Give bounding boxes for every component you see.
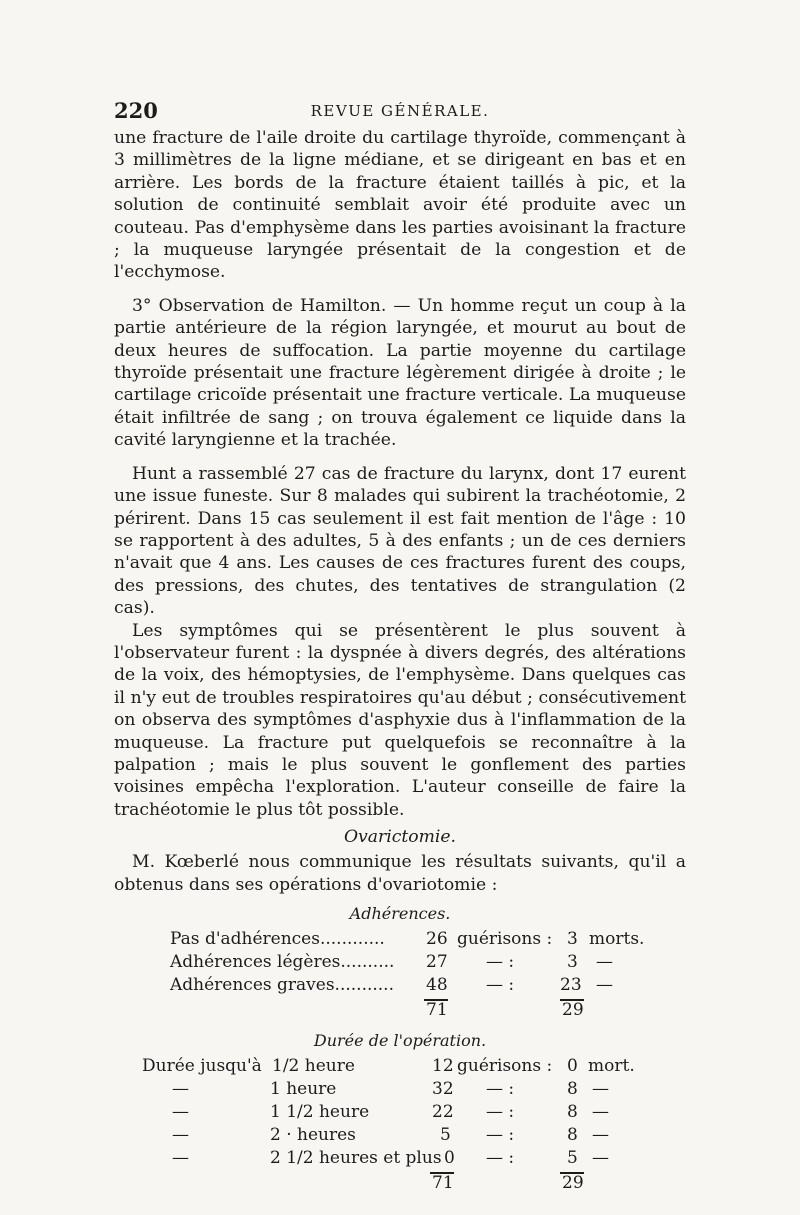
paragraph-hamilton-observation: 3° Observation de Hamilton. — Un homme reçut un coup à la partie antérieure de la région laryngée, et mourut au bout de deux heures de suffocation. La partie moyenne du cartilage thyroïde présentait une fracture légèrement dirigée à droite ; le cartilage cricoïde présentait une fracture verticale. La muqueuse était infiltrée de sang ; on trouva également ce liquide dans la cavité laryngienne et la trachée. (114, 295, 686, 451)
total-morts: 29 (562, 1000, 584, 1020)
section-title: Ovarictomie. (343, 827, 457, 848)
paragraph-symptomes: Les symptômes qui se présentèrent le plus souvent à l'observateur furent : la dyspnée à divers degrés, des altérations de la voix, des hémoptysies, de l'emphysème. Dans quelques cas il n'y eut de troubles respiratoires qu'au début ; consécutivement on observa des symptômes d'asphyxie dus à l'inflammation de la muqueuse. La fracture put quelquefois se reconnaître à la palpation ; mais le plus souvent le gonflement des parties voisines empêcha l'exploration. L'auteur conseille de faire la trachéotomie le plus tôt possible. (114, 620, 686, 820)
table-row (114, 974, 686, 997)
table-adherences (114, 928, 686, 1023)
row-prefix: — (172, 1079, 189, 1099)
gueris-count: 27 (426, 952, 448, 972)
row-prefix: — (172, 1125, 189, 1145)
gueris-count: 48 (426, 975, 448, 995)
row-duration: 2 1/2 heures et plus (270, 1148, 442, 1168)
row-prefix: Durée jusqu'à (142, 1056, 262, 1076)
morts-label: — (592, 1079, 609, 1099)
gueris-count: 22 (432, 1102, 454, 1122)
row-duration: 1/2 heure (272, 1056, 355, 1076)
table-adherences-title: Adhérences. (349, 904, 451, 923)
gueris-count: 0 (444, 1148, 455, 1168)
table-duree-title: Durée de l'opération. (313, 1031, 487, 1050)
row-duration: 1 heure (270, 1079, 337, 1099)
paragraph-hunt: Hunt a rassemblé 27 cas de fracture du larynx, dont 17 eurent une issue funeste. Sur 8 malades qui subirent la trachéotomie, 2 périrent. Dans 15 cas seulement il est fait mention de l'âge : 10 se rapportent à des adultes, 5 à des enfants ; un de ces derniers n'avait que 4 ans. Les causes de ces fractures furent des coups, des pressions, des chutes, des tentatives de strangulation (2 cas). (114, 463, 686, 619)
table-row (114, 1124, 686, 1147)
morts-label: mort. (588, 1056, 635, 1076)
table-duree (114, 1055, 686, 1196)
row-label: Adhérences légères.......... (170, 952, 395, 972)
row-label: Pas d'adhérences............ (170, 929, 385, 949)
table-row (114, 1078, 686, 1101)
gueris-count: 5 (440, 1125, 451, 1145)
gueris-count: 12 (432, 1056, 454, 1076)
gueris-label: — : (486, 1125, 515, 1145)
row-label: Adhérences graves........... (170, 975, 394, 995)
row-prefix: — (172, 1148, 189, 1168)
gueris-label: — : (486, 1079, 515, 1099)
paragraph-1: une fracture de l'aile droite du cartilage thyroïde, commençant à 3 millimètres de la ligne médiane, et se dirigeant en bas et en arrière. Les bords de la fracture étaient taillés à pic, et la solution de continuité semblait avoir été produite avec un couteau. Pas d'emphysème dans les parties avoisinant la fracture ; la muqueuse laryngée présentait de la congestion et de l'ecchymose. (114, 128, 686, 283)
morts-count: 0 (567, 1056, 578, 1076)
morts-count: 3 (567, 929, 578, 949)
table-totals (114, 997, 686, 1023)
row-duration: 2 · heures (270, 1125, 356, 1145)
gueris-label: — : (486, 952, 515, 972)
morts-label: — (596, 975, 613, 995)
morts-label: — (596, 952, 613, 972)
total-gueris: 71 (426, 1000, 448, 1020)
table-row (114, 1055, 686, 1078)
row-prefix: — (172, 1102, 189, 1122)
gueris-label: guérisons : (457, 929, 553, 949)
gueris-count: 26 (426, 929, 448, 949)
gueris-label: — : (486, 975, 515, 995)
table-row (114, 1147, 686, 1170)
morts-count: 5 (567, 1148, 578, 1168)
page-number: 220 (114, 98, 158, 123)
gueris-label: guérisons : (457, 1056, 553, 1076)
morts-count: 23 (560, 975, 582, 995)
morts-count: 8 (567, 1102, 578, 1122)
morts-count: 3 (567, 952, 578, 972)
morts-label: morts. (589, 929, 645, 949)
morts-count: 8 (567, 1079, 578, 1099)
morts-label: — (592, 1102, 609, 1122)
table-totals (114, 1170, 686, 1196)
total-gueris: 71 (432, 1173, 454, 1193)
gueris-label: — : (486, 1148, 515, 1168)
table-row (114, 1101, 686, 1124)
morts-label: — (592, 1125, 609, 1145)
section-intro: M. Kœberlé nous communique les résultats suivants, qu'il a obtenus dans ses opérations d'ovariotomie : (114, 852, 686, 895)
page-body (114, 127, 686, 1196)
table-row (114, 951, 686, 974)
running-title: REVUE GÉNÉRALE. (310, 102, 490, 120)
running-header (114, 98, 686, 128)
total-morts: 29 (562, 1173, 584, 1193)
gueris-count: 32 (432, 1079, 454, 1099)
morts-count: 8 (567, 1125, 578, 1145)
morts-label: — (592, 1148, 609, 1168)
gueris-label: — : (486, 1102, 515, 1122)
table-row (114, 928, 686, 951)
row-duration: 1 1/2 heure (270, 1102, 370, 1122)
